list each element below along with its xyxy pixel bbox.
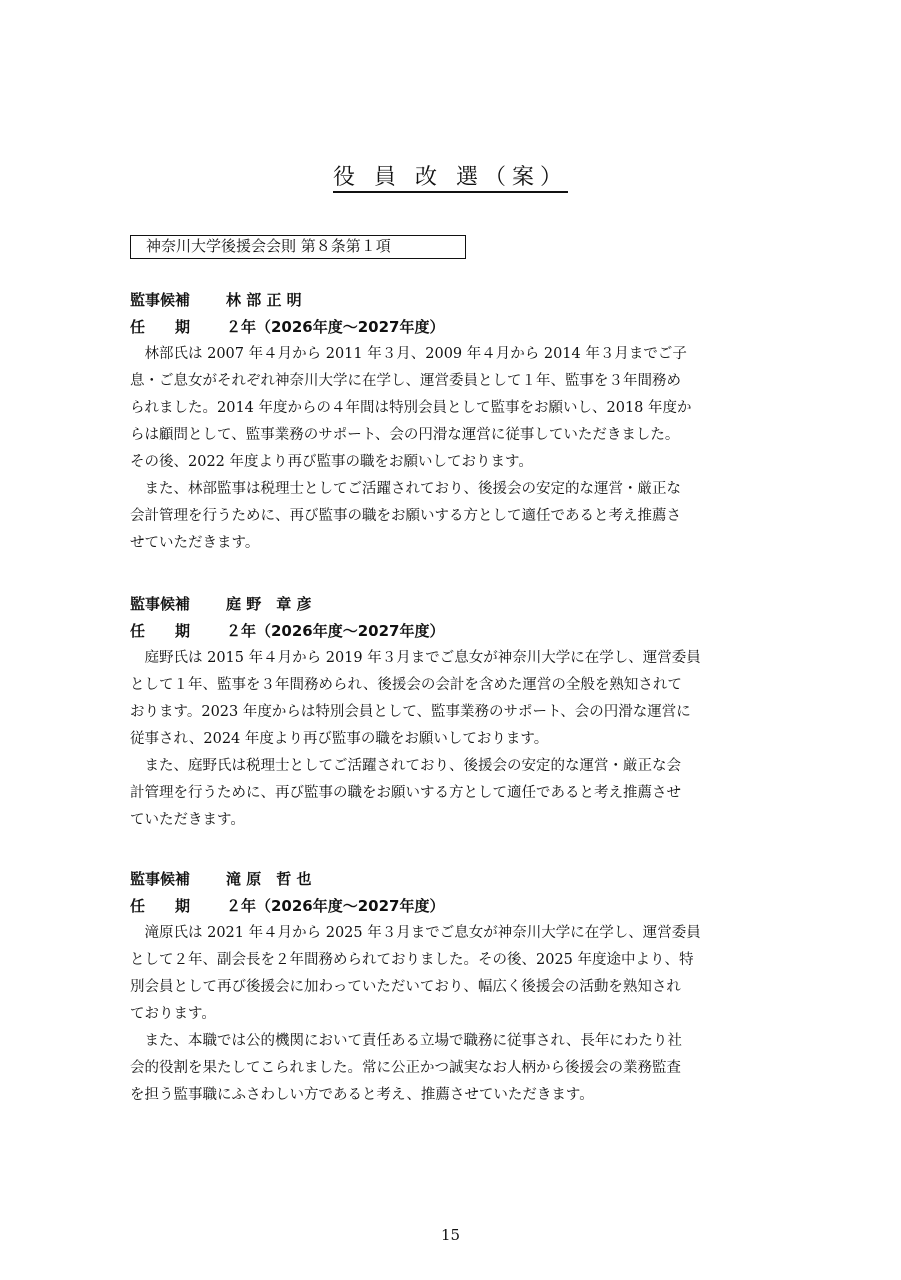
text-line: られました。2014 年度からの４年間は特別会員として監事をお願いし、2018 年度か	[130, 400, 692, 416]
term-label: 任 期	[130, 622, 191, 640]
page-title: 役 員 改 選（案）	[333, 165, 568, 190]
text-line: 息・ご息女がそれぞれ神奈川大学に在学し、運営委員として１年、監事を３年間務め	[130, 373, 681, 389]
text-line: 会的役割を果たしてこられました。常に公正かつ誠実なお人柄から後援会の業務監査	[130, 1060, 681, 1076]
candidate-name: 滝 原 哲 也	[226, 870, 312, 888]
term-row	[130, 618, 774, 645]
candidate-heading	[130, 866, 774, 893]
paragraph	[130, 1028, 774, 1109]
paragraph	[130, 341, 774, 476]
text-line: ております。	[130, 1006, 216, 1022]
text-line: 滝原氏は 2021 年４月から 2025 年３月までご息女が神奈川大学に在学し、運営委員	[130, 925, 701, 941]
candidate-section	[130, 866, 774, 1109]
text-line: として１年、監事を３年間務められ、後援会の会計を含めた運営の全般を熟知されて	[130, 677, 682, 693]
term-value: ２年（2026年度～2027年度）	[226, 897, 445, 915]
paragraph	[130, 645, 774, 753]
candidate-heading	[130, 591, 774, 618]
term-row	[130, 893, 774, 920]
paragraph	[130, 920, 774, 1028]
candidate-section	[130, 287, 774, 557]
term-label: 任 期	[130, 318, 191, 336]
candidate-name: 庭 野 章 彦	[226, 595, 312, 613]
text-line: 林部氏は 2007 年４月から 2011 年３月、2009 年４月から 2014 年３月までご子	[130, 346, 687, 362]
paragraph	[130, 753, 774, 834]
text-line: 会計管理を行うために、再び監事の職をお願いする方として適任であると考え推薦さ	[130, 508, 681, 524]
text-line: また、本職では公的機関において責任ある立場で職務に従事され、長年にわたり社	[130, 1033, 682, 1049]
term-value: ２年（2026年度～2027年度）	[226, 622, 445, 640]
text-line: 計管理を行うために、再び監事の職をお願いする方として適任であると考え推薦させ	[130, 785, 681, 801]
paragraph	[130, 476, 774, 557]
role-label: 監事候補	[130, 291, 191, 309]
text-line: 別会員として再び後援会に加わっていただいており、幅広く後援会の活動を熟知され	[130, 979, 681, 995]
term-value: ２年（2026年度～2027年度）	[226, 318, 445, 336]
text-line: として２年、副会長を２年間務められておりました。その後、2025 年度途中より、特	[130, 952, 694, 968]
candidate-heading	[130, 287, 774, 314]
text-line: らは顧問として、監事業務のサポート、会の円滑な運営に従事していただきました。	[130, 427, 680, 443]
candidate-name: 林 部 正 明	[226, 291, 302, 309]
text-line: 庭野氏は 2015 年４月から 2019 年３月までご息女が神奈川大学に在学し、運営委員	[130, 650, 701, 666]
term-label: 任 期	[130, 897, 191, 915]
text-line: を担う監事職にふさわしい方であると考え、推薦させていただきます。	[130, 1087, 594, 1103]
role-label: 監事候補	[130, 595, 191, 613]
text-line: せていただきます。	[130, 535, 260, 551]
text-line: また、林部監事は税理士としてご活躍されており、後援会の安定的な運営・厳正な	[130, 481, 681, 497]
text-line: ていただきます。	[130, 812, 245, 828]
text-line: また、庭野氏は税理士としてご活躍されており、後援会の安定的な運営・厳正な会	[130, 758, 681, 774]
text-line: おります。2023 年度からは特別会員として、監事業務のサポート、会の円滑な運営に	[130, 704, 691, 720]
term-row	[130, 314, 774, 341]
text-line: 従事され、2024 年度より再び監事の職をお願いしております。	[130, 731, 549, 747]
text-line: その後、2022 年度より再び監事の職をお願いしております。	[130, 454, 533, 470]
candidate-section	[130, 591, 774, 834]
page-number: 15	[440, 1226, 461, 1244]
role-label: 監事候補	[130, 870, 191, 888]
rule-reference-box: 神奈川大学後援会会則 第８条第１項	[130, 235, 466, 259]
